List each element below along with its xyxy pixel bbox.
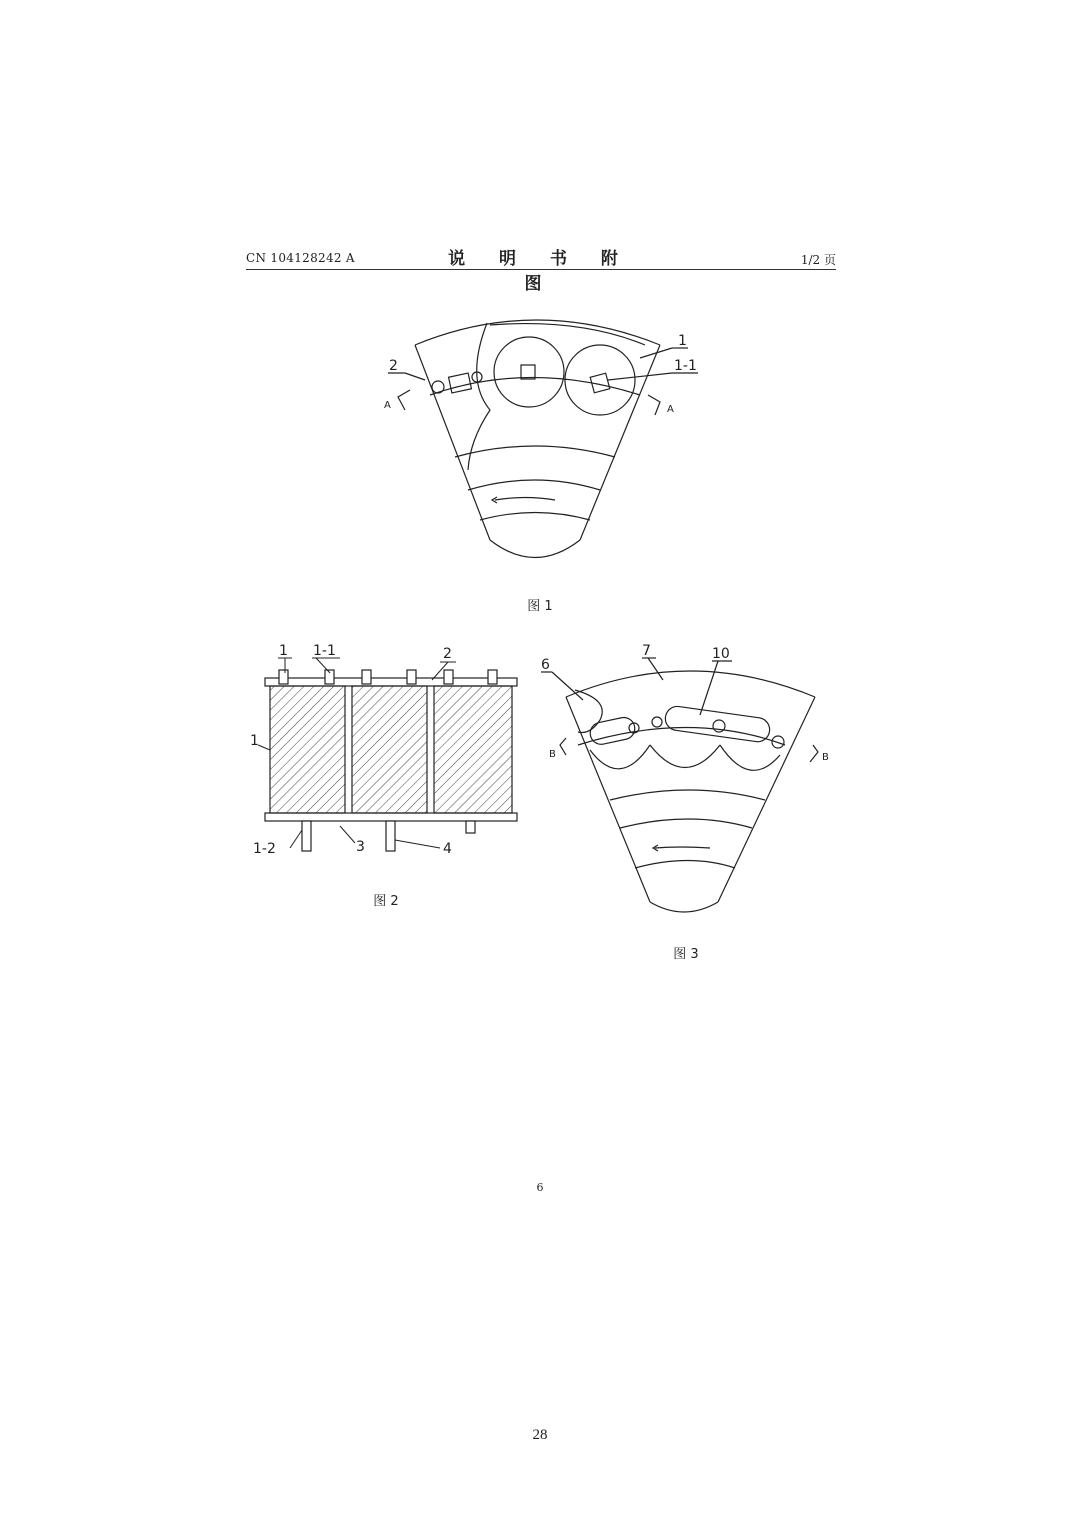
fig3-label-b-right: B — [822, 752, 829, 763]
fig2-label-3: 3 — [356, 839, 365, 855]
fig2-label-1: 1 — [279, 643, 288, 659]
fig2-label-1-2: 1-2 — [253, 841, 276, 857]
fig3-rotation-arrow — [655, 847, 710, 848]
fig3-lobe-2 — [650, 745, 720, 768]
figure-3-caption: 图 3 — [673, 947, 699, 962]
fig3-lobe-3 — [720, 745, 780, 770]
fig1-label-a-right: A — [667, 404, 674, 415]
document-title: 说 明 书 附 图 — [448, 249, 632, 294]
fig3-bolt-2 — [652, 717, 662, 727]
fig3-arc-1 — [610, 790, 765, 800]
fig3-arc-3 — [635, 861, 735, 869]
fig3-outer-arc — [566, 671, 815, 697]
fig3-label-6: 6 — [541, 657, 550, 673]
fig3-label-7: 7 — [642, 643, 651, 659]
fig3-leader-7 — [648, 658, 663, 680]
fig1-label-a-left: A — [384, 400, 391, 411]
fig3-leader-10 — [700, 661, 718, 715]
fig2-label-2: 2 — [443, 646, 452, 662]
fig3-right-edge — [718, 697, 815, 902]
fig3-section-mark-left — [560, 738, 566, 755]
fig2-label-4: 4 — [443, 841, 452, 857]
fig3-arc-2 — [620, 819, 752, 828]
patent-number: CN 104128242 A — [246, 251, 355, 265]
fig1-label-1-1: 1-1 — [674, 358, 697, 374]
page-indicator: 1/2 页 — [800, 253, 836, 267]
fig1-label-1: 1 — [678, 333, 687, 349]
fig1-label-2: 2 — [389, 358, 398, 374]
fig3-tip-arc — [650, 902, 718, 912]
outer-page-number: 28 — [532, 1427, 548, 1443]
fig3-label-10: 10 — [712, 646, 730, 662]
fig2-label-1-1: 1-1 — [313, 643, 336, 659]
figure-1-caption: 图 1 — [527, 599, 553, 614]
fig3-lobe-1 — [590, 745, 650, 769]
fig2-label-side-1: 1 — [250, 733, 259, 749]
figure-2-caption: 图 2 — [373, 894, 399, 909]
fig3-label-b-left: B — [549, 749, 556, 760]
inner-page-number: 6 — [536, 1181, 544, 1194]
fig3-left-edge — [566, 697, 650, 902]
fig3-section-mark-right — [810, 745, 818, 762]
fig3-slot-main — [664, 705, 771, 743]
